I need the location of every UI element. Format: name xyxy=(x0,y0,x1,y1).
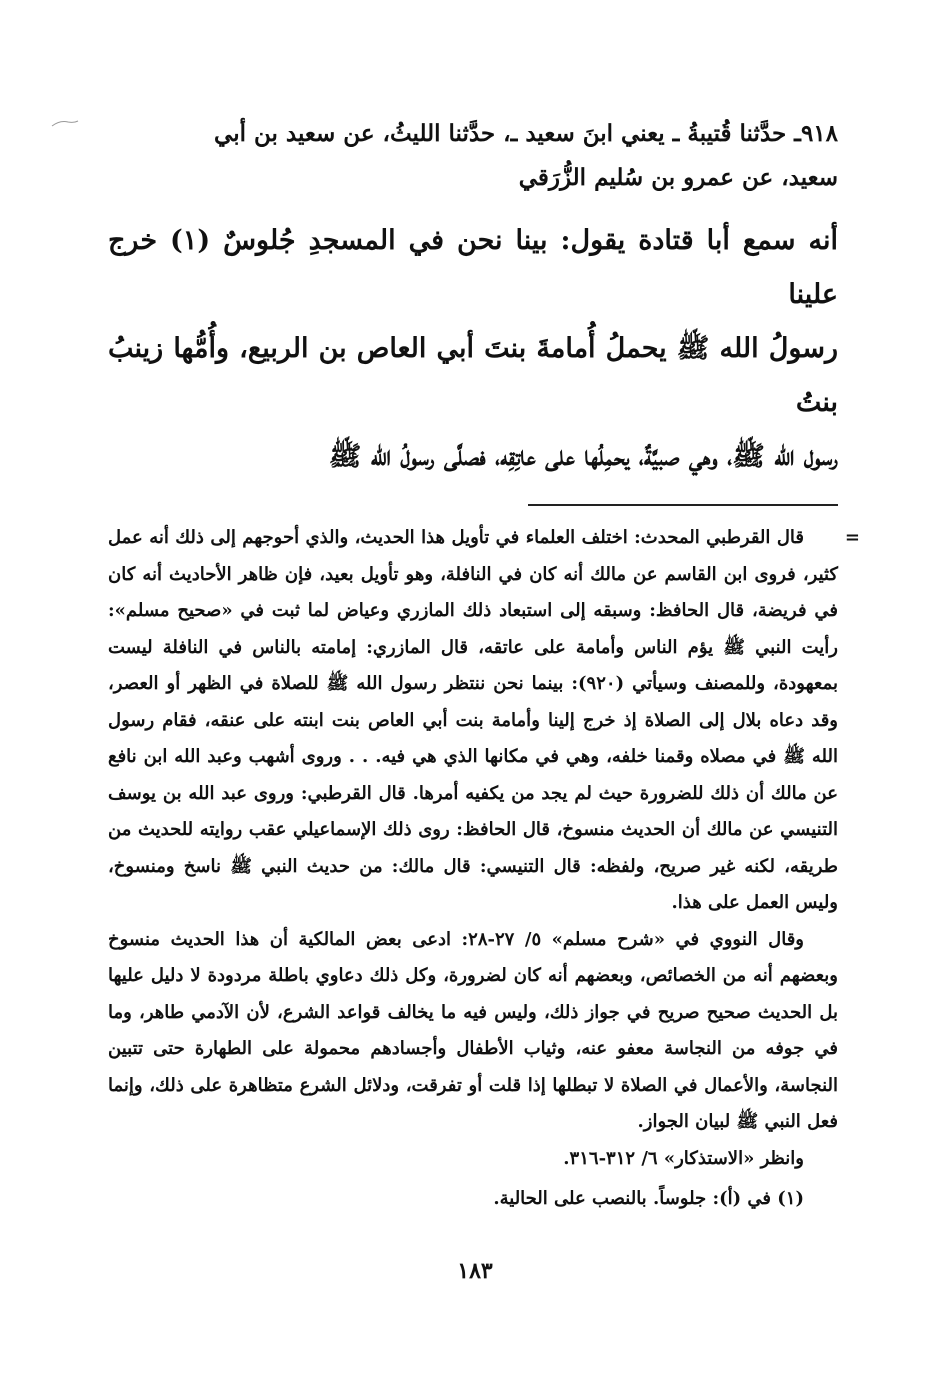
commentary-notes xyxy=(108,520,860,1177)
hadith-isnad xyxy=(108,112,838,200)
footnote-1: (١) في (أ): جلوساً. بالنصب على الحالية. xyxy=(493,1188,804,1209)
hadith-matn xyxy=(108,214,838,484)
continuation-mark: = xyxy=(844,527,860,548)
footnote xyxy=(108,1181,838,1217)
page-content xyxy=(108,112,860,1217)
page-number: ١٨٣ xyxy=(457,1258,493,1284)
scan-speck xyxy=(50,118,80,128)
note-paragraph-2: وقال النووي في «شرح مسلم» ٥/ ٢٧-٢٨: ادعى بعض المالكية أن هذا الحديث منسوخ وبعضهم أنه من الخصائص، وبعضهم أنه كان لضرورة، وكل ذلك دعاوي باطلة مردودة لا دليل عليها بل الحديث صحيح صريح في جواز ذلك، وليس فيه ما يخالف قواعد الشرع، لأن الآدمي طاهر، وما في جوفه من النجاسة معفو عنه، وثياب الأطفال وأجسادهم محمولة على الطهارة حتى تتبين النجاسة، والأعمال في الصلاة لا تبطلها إذا قلت أو تفرقت، ودلائل الشرع متظاهرة على ذلك، وإنما فعل النبي ﷺ لبيان الجواز. xyxy=(108,928,838,1132)
isnad-line-1: ٩١٨ـ حدَّثنا قُتيبةُ ـ يعني ابنَ سعيد ـ، حدَّثنا الليثُ، عن سعيد بن أبي xyxy=(214,120,838,147)
matn-line-1: أنه سمع أبا قتادة يقول: بينا نحن في المسجدِ جُلوسٌ (١) خرج علينا xyxy=(108,225,838,310)
note-paragraph-3: وانظر «الاستذكار» ٦/ ٣١٢-٣١٦. xyxy=(563,1147,804,1169)
isnad-line-2: سعيد، عن عمرو بن سُليم الزُّرَقي xyxy=(518,164,838,191)
matn-line-2: رسولُ الله ﷺ يحملُ أُمامةَ بنتَ أبي العاص بن الربيع، وأُمُّها زينبُ بنتُ xyxy=(108,333,838,418)
footnote-separator xyxy=(528,504,838,506)
matn-line-3: رسول الله ﷺ، وهي صبيَّةٌ، يحمِلُها على عاتِقِه، فصلَّى رسولُ الله ﷺ xyxy=(328,441,838,472)
note-paragraph-1: قال القرطبي المحدث: اختلف العلماء في تأويل هذا الحديث، والذي أحوجهم إلى ذلك أنه عمل كثير، فروى ابن القاسم عن مالك أنه كان في النافلة، وهو تأويل بعيد، فإن ظاهر الأحاديث أنه كان في فريضة، قال الحافظ: وسبقه إلى استبعاد ذلك المازري وعياض لما ثبت في «صحيح مسلم»: رأيت النبي ﷺ يؤم الناس وأمامة على عاتقه، قال المازري: إمامته بالناس في النافلة ليست بمعهودة، وللمصنف وسيأتي (٩٢٠): بينما نحن ننتظر رسول الله ﷺ للصلاة في الظهر أو العصر، وقد دعاه بلال إلى الصلاة إذ خرج إلينا وأمامة بنت أبي العاص بنت ابنته على عنقه، فقام رسول الله ﷺ في مصلاه وقمنا خلفه، وهي في مكانها الذي هي فيه. . . وروى أشهب وعبد الله ابن نافع عن مالك أن ذلك للضرورة حيث لم يجد من يكفيه أمرها. قال القرطبي: وروى عبد الله بن يوسف التنيسي عن مالك أن الحديث منسوخ، قال الحافظ: روى ذلك الإسماعيلي عقب روايته للحديث من طريقه، لكنه غير صريح، ولفظه: قال التنيسي: قال مالك: من حديث النبي ﷺ ناسخ ومنسوخ، وليس العمل على هذا. xyxy=(108,527,839,913)
